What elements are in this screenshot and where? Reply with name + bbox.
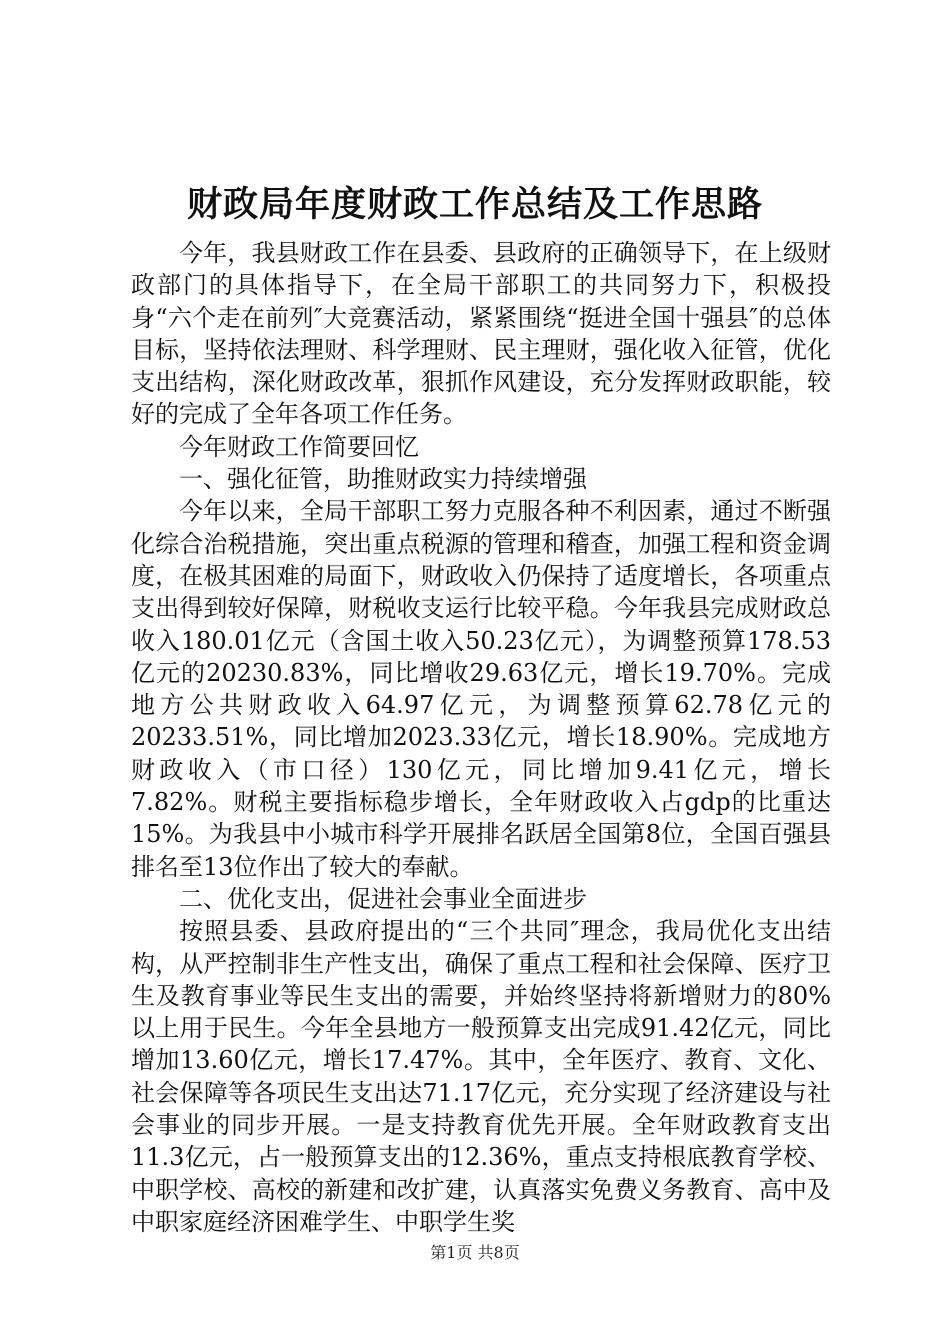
paragraph-intro: 今年，我县财政工作在县委、县政府的正确领导下，在上级财政部门的具体指导下，在全局干部职工的共同努力下，积极投身“六个走在前列″大竞赛活动，紧紧围绕“挺进全国十强县″的总体目标，坚持依法理财、科学理财、民主理财，强化收入征管，优化支出结构，深化财政改革，狠抓作风建设，充分发挥财政职能，较好的完成了全年各项工作任务。 (131, 239, 831, 429)
paragraph-revenue: 今年以来，全局干部职工努力克服各种不利因素，通过不断强化综合治税措施，突出重点税源的管理和稽查，加强工程和资金调度，在极其困难的局面下，财政收入仍保持了适度增长，各项重点支出得到较好保障，财税收支运行比较平稳。今年我县完成财政总收入180.01亿元（含国土收入50.23亿元），为调整预算178.53亿元的20230.83%，同比增收29.63亿元，增长19.70%。完成地方公共财政收入64.97亿元，为调整预算62.78亿元的20233.51%，同比增加2023.33亿元，增长18.90%。完成地方财政收入（市口径）130亿元，同比增加9.41亿元，增长7.82%。财税主要指标稳步增长，全年财政收入占gdp的比重达15%。为我县中小城市科学开展排名跃居全国第8位，全国百强县排名至13位作出了较大的奉献。 (131, 497, 831, 881)
page-number-footer: 第1页 共8页 (430, 1243, 520, 1262)
section-heading-review: 今年财政工作简要回忆 (179, 432, 419, 461)
section-heading-revenue: 一、强化征管，助推财政实力持续增强 (179, 465, 587, 494)
document-title: 财政局年度财政工作总结及工作思路 (186, 184, 763, 225)
paragraph-expenditure: 按照县委、县政府提出的“三个共同″理念，我局优化支出结构，从严控制非生产性支出，确保了重点工程和社会保障、医疗卫生及教育事业等民生支出的需要，并始终坚持将新增财力的80%以上用于民生。今年全县地方一般预算支出完成91.42亿元，同比增加13.60亿元，增长17.47%。其中，全年医疗、教育、文化、社会保障等各项民生支出达71.17亿元，充分实现了经济建设与社会事业的同步开展。一是支持教育优先开展。全年财政教育支出11.3亿元，占一般预算支出的12.36%，重点支持根底教育学校、中职学校、高校的新建和改扩建，认真落实免费义务教育、高中及中职家庭经济困难学生、中职学生奖 (131, 917, 831, 1236)
document-body (131, 237, 831, 1238)
section-heading-expenditure: 二、优化支出，促进社会事业全面进步 (179, 884, 587, 913)
